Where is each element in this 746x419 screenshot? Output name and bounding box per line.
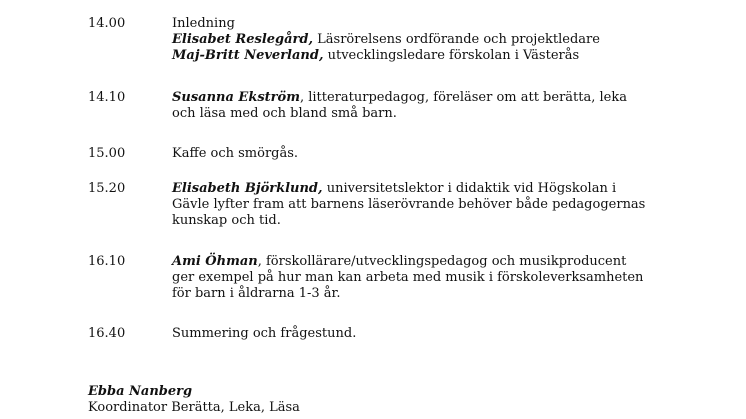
program-line (172, 181, 662, 197)
program-line-text: utvecklingsledare förskolan i Västerås (323, 48, 580, 63)
program-line-text: , litteraturpedagog, föreläser om att berätta, leka (299, 90, 627, 105)
program-line (172, 146, 662, 162)
program-line-text: universitetslektor i didaktik vid Högskolan i (322, 181, 617, 196)
program-line (172, 326, 662, 342)
speaker-name: Ami Öhman (172, 254, 258, 269)
program-description (172, 16, 662, 64)
program-item (88, 90, 662, 122)
program-line-text: Gävle lyfter fram att barnens läserövrande behöver både pedagogernas (172, 197, 646, 212)
program-time: 15.20 (88, 181, 126, 196)
speaker-name: Susanna Ekström (172, 90, 300, 105)
program-line-text: ger exempel på hur man kan arbeta med musik i förskoleverksamheten (172, 270, 644, 285)
program-line (172, 48, 662, 64)
program-line (172, 286, 662, 302)
program-line (172, 16, 662, 32)
program-item (88, 181, 662, 229)
program-description (172, 254, 662, 302)
program-item (88, 146, 662, 162)
program-time: 16.40 (88, 326, 126, 341)
program-line-text: för barn i åldrarna 1-3 år. (172, 286, 341, 301)
program-line (172, 254, 662, 270)
program-line-text: och läsa med och bland små barn. (172, 106, 397, 121)
program-line (172, 197, 662, 213)
signature-block (88, 384, 300, 416)
program-line (172, 213, 662, 229)
program-time: 14.00 (88, 16, 126, 31)
program-line (172, 270, 662, 286)
speaker-name: Elisabeth Björklund, (172, 181, 323, 196)
program-item (88, 254, 662, 302)
speaker-name: Maj-Britt Neverland, (172, 48, 324, 63)
program-description (172, 146, 662, 162)
program-description (172, 90, 662, 122)
program-line (172, 32, 662, 48)
program-line-text: , förskollärare/utvecklingspedagog och musikproducent (257, 254, 627, 269)
program-line-text: Läsrörelsens ordförande och projektledare (313, 32, 600, 47)
program-time: 16.10 (88, 254, 126, 269)
signature-title: Koordinator Berätta, Leka, Läsa (88, 400, 300, 415)
signature-name: Ebba Nanberg (88, 384, 193, 399)
speaker-name: Elisabet Reslegård, (172, 32, 314, 47)
program-item (88, 326, 662, 342)
program-time: 14.10 (88, 90, 126, 105)
program-line (172, 90, 662, 106)
program-line-text: Inledning (172, 16, 235, 31)
program-line (172, 106, 662, 122)
program-item (88, 16, 662, 64)
program-description (172, 181, 662, 229)
program-line-text: Summering och frågestund. (172, 326, 357, 341)
program-description (172, 326, 662, 342)
program-line-text: kunskap och tid. (172, 213, 281, 228)
program-line-text: Kaffe och smörgås. (172, 146, 299, 161)
program-time: 15.00 (88, 146, 126, 161)
